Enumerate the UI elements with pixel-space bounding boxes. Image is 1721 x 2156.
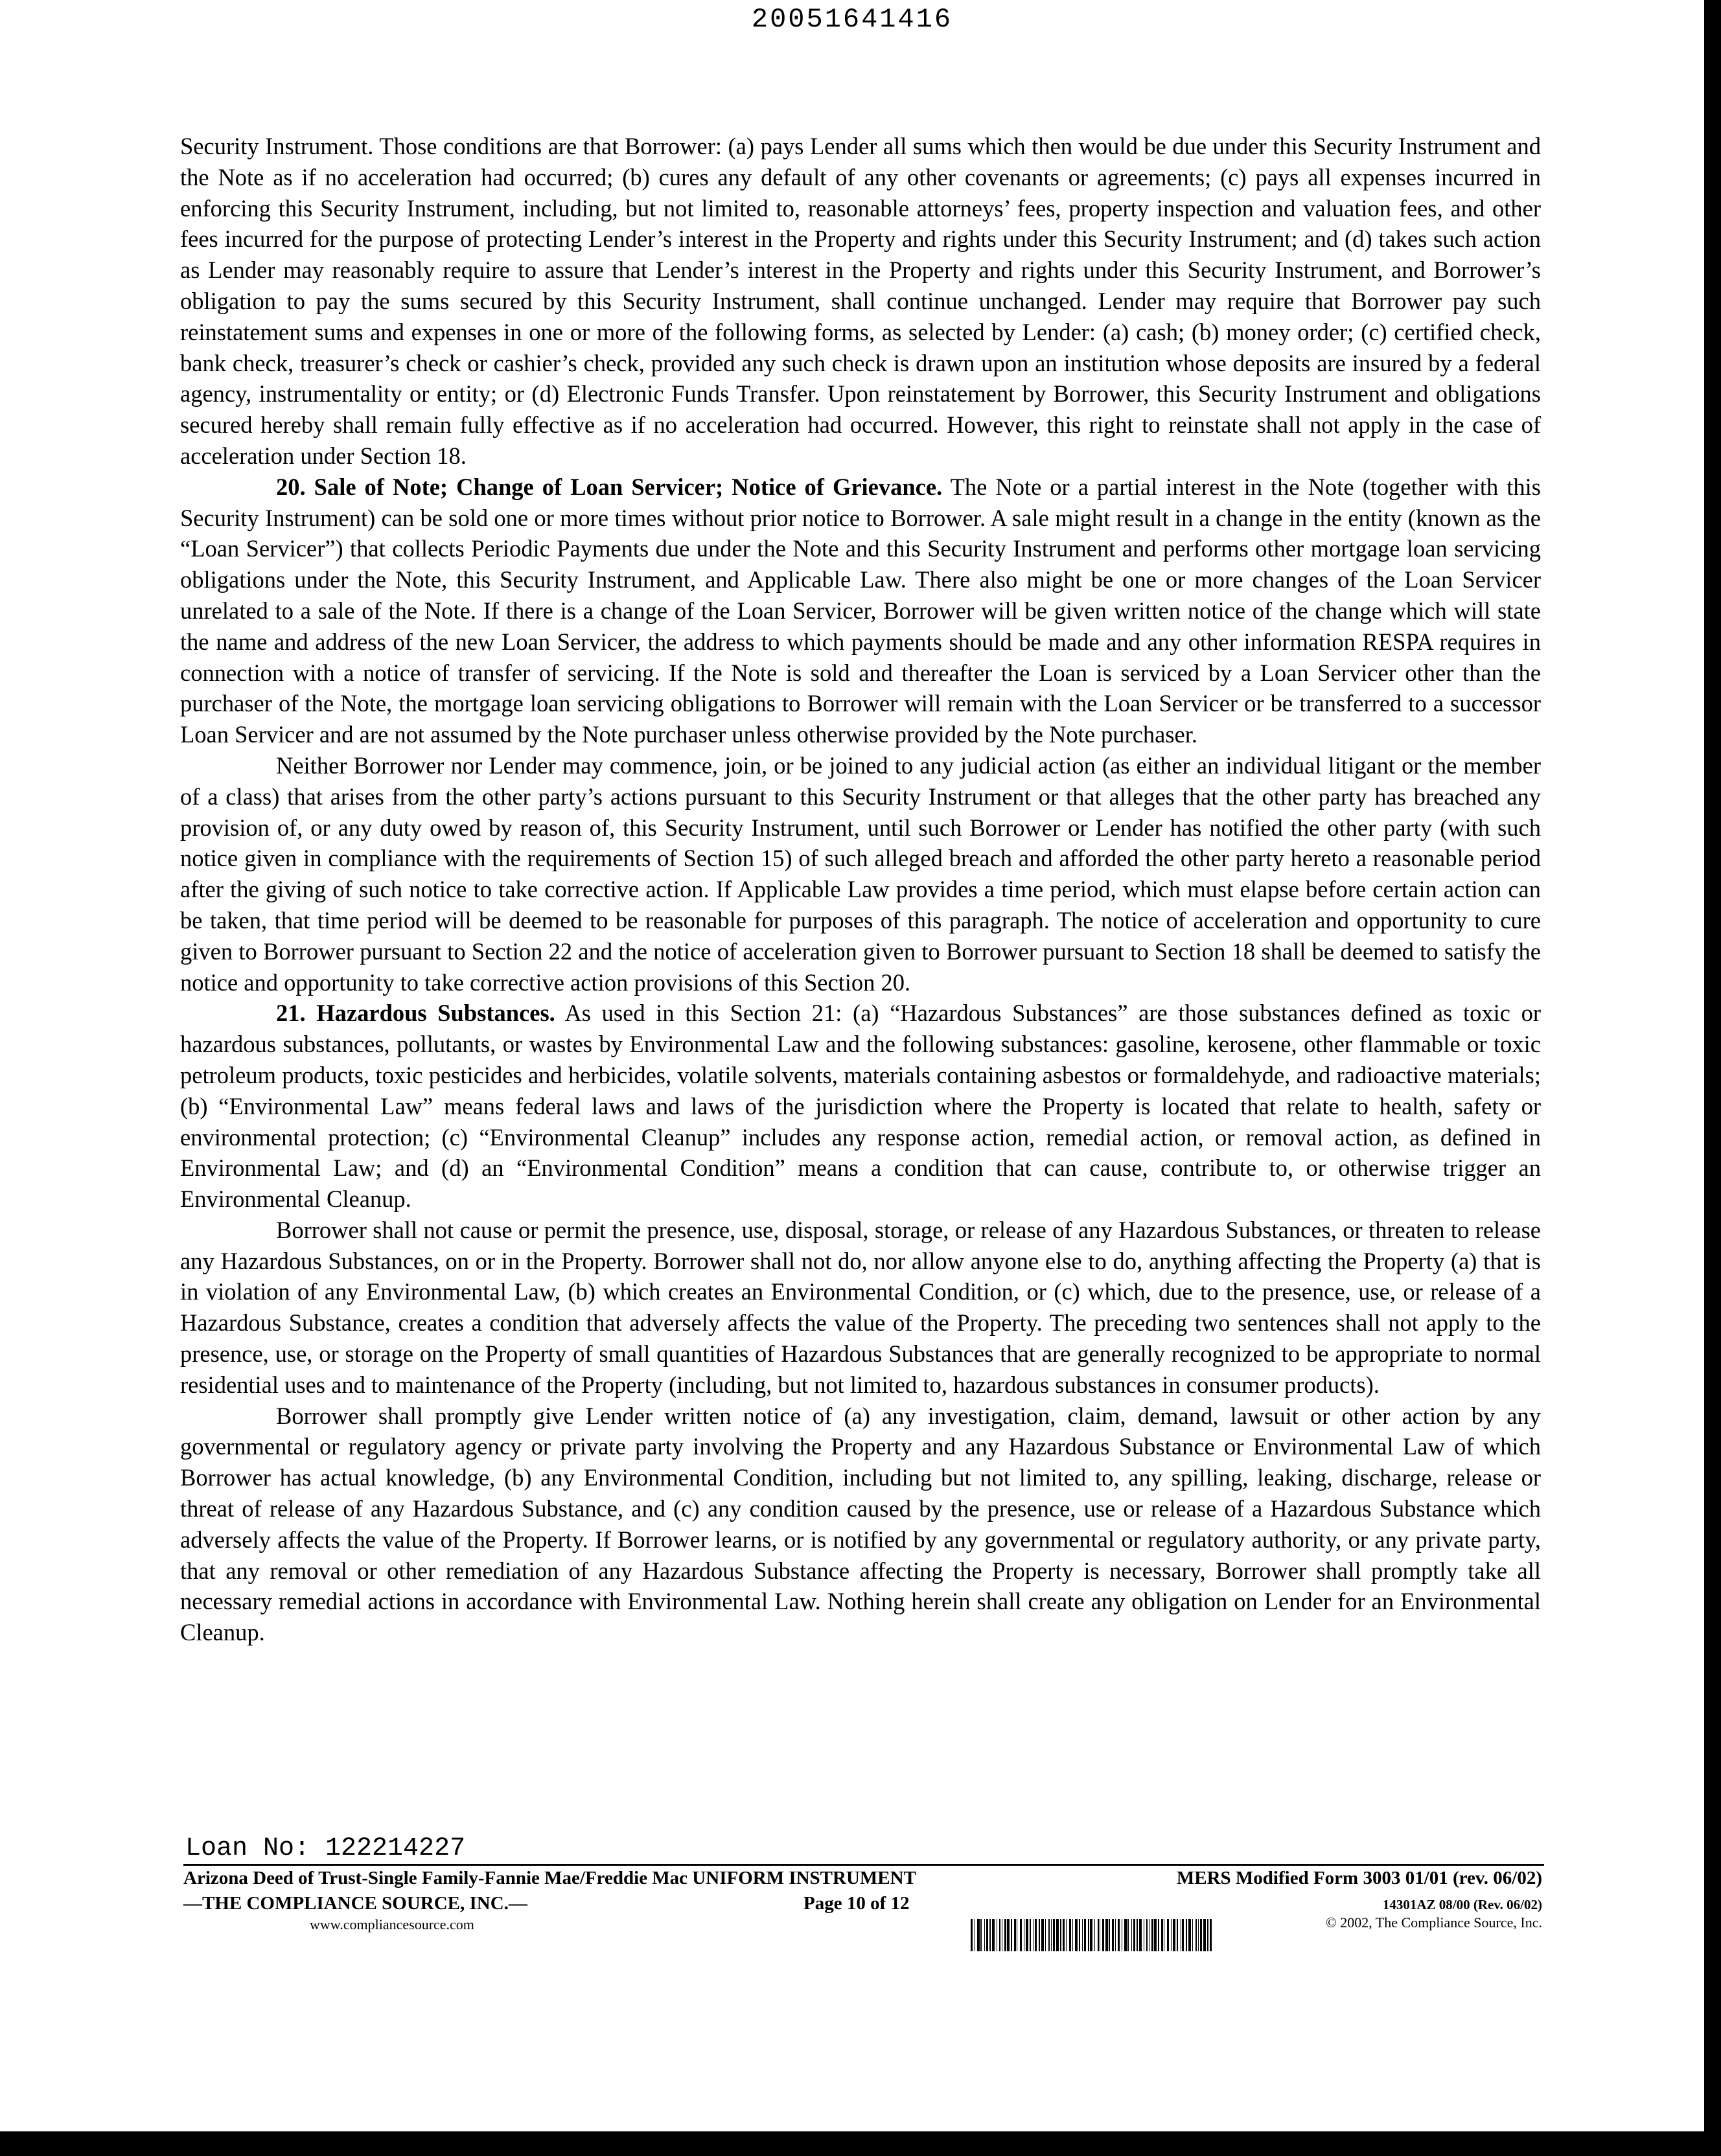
loan-number: Loan No: 122214227	[185, 1834, 466, 1863]
barcode-icon	[971, 1919, 1212, 1951]
section-20-text: The Note or a partial interest in the Note (together with this Security Instrument) can be sold one or more times without prior notice to Borrower. A sale might result in a change in the entity (known as the “Loan Servicer”) that collects Periodic Payments due under the Note and this Security Instrument and performs other mortgage loan servicing obligations under the Note, this Security Instrument, and Applicable Law. There also might be one or more changes of the Loan Servicer unrelated to a sale of the Note. If there is a change of the Loan Servicer, Borrower will be given written notice of the change which will state the name and address of the new Loan Servicer, the address to which payments should be made and any other information RESPA requires in connection with a notice of transfer of servicing. If the Note is sold and thereafter the Loan is serviced by a Loan Servicer other than the purchaser of the Note, the mortgage loan servicing obligations to Borrower will remain with the Loan Servicer or be transferred to a successor Loan Servicer and are not assumed by the Note purchaser unless otherwise provided by the Note purchaser.	[180, 473, 1541, 748]
section-21-heading: 21. Hazardous Substances.	[276, 1000, 555, 1027]
section-21-text: As used in this Section 21: (a) “Hazardous Substances” are those substances defined as toxic or hazardous substances, pollutants, or wastes by Environmental Law and the following substances: gasoline, kerosene, other flammable or toxic petroleum products, toxic pesticides and herbicides, volatile solvents, materials containing asbestos or formaldehyde, and radioactive materials; (b) “Environmental Law” means federal laws and laws of the jurisdiction where the Property is located that relate to health, safety or environmental protection; (c) “Environmental Cleanup” includes any response action, remedial action, or removal action, as defined in Environmental Law; and (d) an “Environmental Condition” means a condition that can cause, contribute to, or otherwise trigger an Environmental Cleanup.	[180, 1000, 1541, 1213]
reinstatement-paragraph: Security Instrument. Those conditions are that Borrower: (a) pays Lender all sums which then would be due under this Security Instrument and the Note as if no acceleration had occurred; (b) cures any default of any other covenants or agreements; (c) pays all expenses incurred in enforcing this Security Instrument, including, but not limited to, reasonable attorneys’ fees, property inspection and valuation fees, and other fees incurred for the purpose of protecting Lender’s interest in the Property and rights under this Security Instrument; and (d) takes such action as Lender may reasonably require to assure that Lender’s interest in the Property and rights under this Security Instrument, and Borrower’s obligation to pay the sums secured by this Security Instrument, shall continue unchanged. Lender may require that Borrower pay such reinstatement sums and expenses in one or more of the following forms, as selected by Lender: (a) cash; (b) money order; (c) certified check, bank check, treasurer’s check or cashier’s check, provided any such check is drawn upon an institution whose deposits are insured by a federal agency, instrumentality or entity; or (d) Electronic Funds Transfer. Upon reinstatement by Borrower, this Security Instrument and obligations secured hereby shall remain fully effective as if no acceleration had occurred. However, this right to reinstate shall not apply in the case of acceleration under Section 18.	[180, 133, 1541, 469]
section-20-paragraph	[180, 472, 1541, 750]
hazardous-notice-paragraph: Borrower shall promptly give Lender written notice of (a) any investigation, claim, demand, lawsuit or other action by any governmental or regulatory agency or private party involving the Property and any Hazardous Substance or Environmental Law of which Borrower has actual knowledge, (b) any Environmental Condition, including but not limited to, any spilling, leaking, discharge, release or threat of release of any Hazardous Substance, and (c) any condition caused by the presence, use or release of a Hazardous Substance which adversely affects the value of the Property. If Borrower learns, or is notified by any governmental or regulatory authority, or any private party, that any removal or other remediation of any Hazardous Substance affecting the Property is necessary, Borrower shall promptly take all necessary remedial actions in accordance with Environmental Law. Nothing herein shall create any obligation on Lender for an Environmental Cleanup.	[180, 1402, 1541, 1646]
body-text	[180, 131, 1541, 1648]
form-code: 14301AZ 08/00 (Rev. 06/02)	[1382, 1897, 1542, 1912]
copyright-notice: © 2002, The Compliance Source, Inc.	[1325, 1914, 1542, 1931]
publisher-website: www.compliancesource.com	[310, 1916, 474, 1932]
form-title: Arizona Deed of Trust-Single Family-Fannie Mae/Freddie Mac UNIFORM INSTRUMENT	[183, 1868, 916, 1888]
form-number: MERS Modified Form 3003 01/01 (rev. 06/02)	[1176, 1868, 1542, 1888]
section-21-paragraph	[180, 998, 1541, 1215]
page-number: Page 10 of 12	[803, 1893, 910, 1914]
section-20-heading: 20. Sale of Note; Change of Loan Servicer; Notice of Grievance.	[276, 473, 943, 500]
grievance-paragraph: Neither Borrower nor Lender may commence, join, or be joined to any judicial action (as either an individual litigant or the member of a class) that arises from the other party’s actions pursuant to this Security Instrument or that alleges that the other party has breached any provision of, or any duty owed by reason of, this Security Instrument, until such Borrower or Lender has notified the other party (with such notice given in compliance with the requirements of Section 15) of such alleged breach and afforded the other party hereto a reasonable period after the giving of such notice to take corrective action. If Applicable Law provides a time period, which must elapse before certain action can be taken, that time period will be deemed to be reasonable for purposes of this paragraph. The notice of acceleration and opportunity to cure given to Borrower pursuant to Section 22 and the notice of acceleration given to Borrower pursuant to Section 18 shall be deemed to satisfy the notice and opportunity to take corrective action provisions of this Section 20.	[180, 751, 1541, 996]
publisher-name: —THE COMPLIANCE SOURCE, INC.—	[183, 1893, 527, 1914]
hazardous-use-paragraph: Borrower shall not cause or permit the presence, use, disposal, storage, or release of any Hazardous Substances, or threaten to release any Hazardous Substances, on or in the Property. Borrower shall not do, nor allow anyone else to do, anything affecting the Property (a) that is in violation of any Environmental Law, (b) which creates an Environmental Condition, or (c) which, due to the presence, use, or release of a Hazardous Substance, creates a condition that adversely affects the value of the Property. The preceding two sentences shall not apply to the presence, use, or storage on the Property of small quantities of Hazardous Substances that are generally recognized to be appropriate to normal residential uses and to maintenance of the Property (including, but not limited to, hazardous substances in consumer products).	[180, 1216, 1541, 1398]
document-number: 20051641416	[751, 4, 953, 35]
